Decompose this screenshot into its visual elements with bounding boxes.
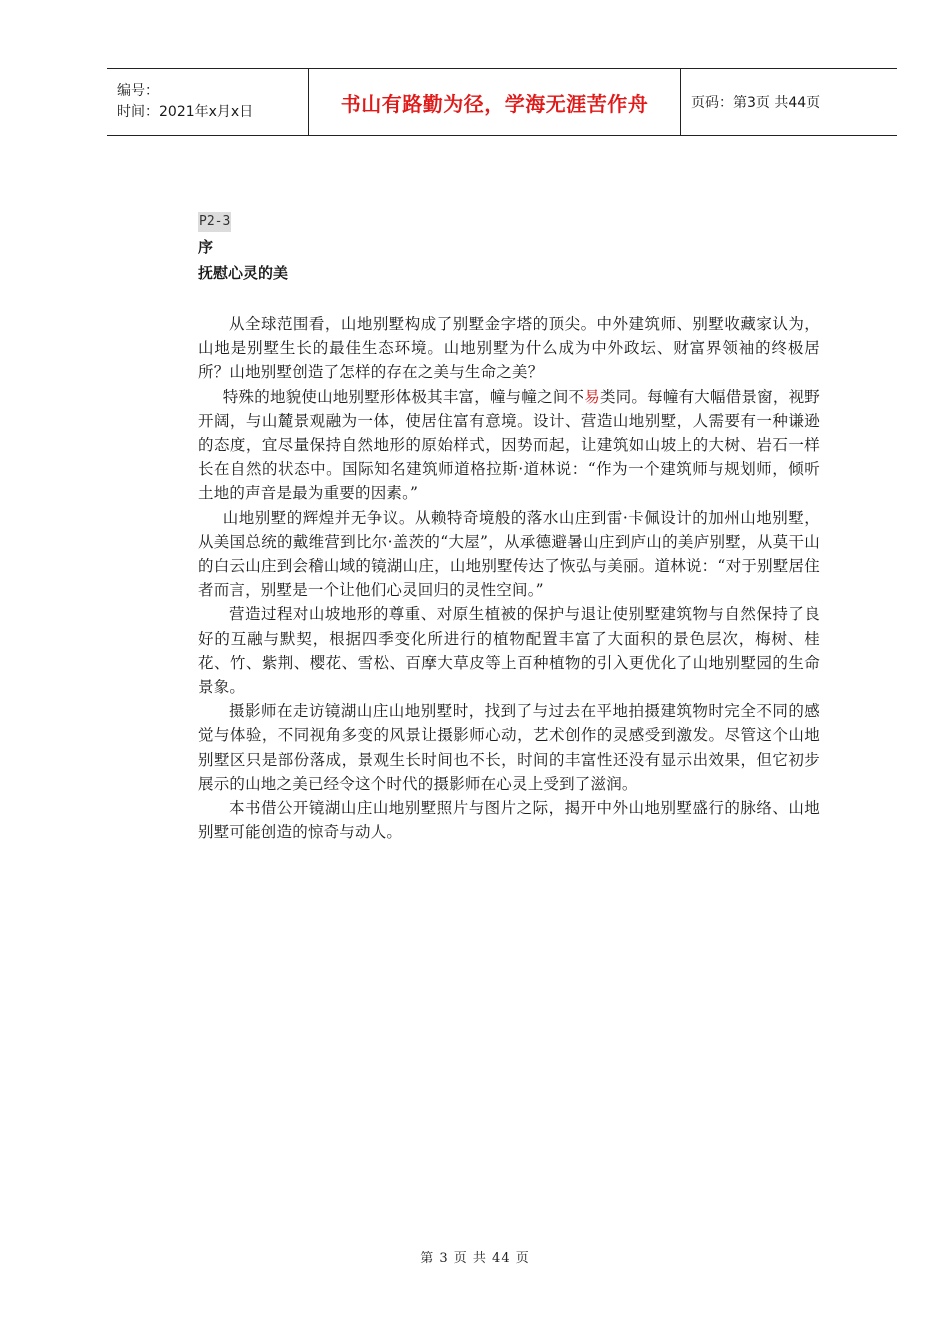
page-footer: 第 3 页 共 44 页 xyxy=(420,1251,530,1266)
page-info: 页码：第3页 共44页 xyxy=(691,95,821,111)
motto: 书山有路勤为径，学海无涯苦作舟 xyxy=(340,91,649,116)
paragraph-6: 本书借公开镜湖山庄山地别墅照片与图片之际，揭开中外山地别墅盛行的脉络、山地别墅可能创造的惊奇与动人。 xyxy=(198,799,820,842)
paragraph-4: 营造过程对山坡地形的尊重、对原生植被的保护与退让使别墅建筑物与自然保持了良好的互融与默契，根据四季变化所进行的植物配置丰富了大面积的景色层次，梅树、桂花、竹、紫荆、樱花、雪松、百摩大草皮等上百种植物的引入更优化了山地别墅园的生命景象。 xyxy=(198,605,820,697)
paragraph-5: 摄影师在走访镜湖山庄山地别墅时，找到了与过去在平地拍摄建筑物时完全不同的感觉与体验，不同视角多变的风景让摄影师心动，艺术创作的灵感受到激发。尽管这个山地别墅区只是部份落成，景观生长时间也不长，时间的丰富性还没有显示出效果，但它初步展示的山地之美已经令这个时代的摄影师在心灵上受到了滋润。 xyxy=(198,702,820,793)
paragraph-2 xyxy=(198,385,820,506)
time-label: 时间：2021年x月x日 xyxy=(117,104,254,120)
document-body xyxy=(198,210,820,844)
article-title: 抚慰心灵的美 xyxy=(198,264,289,282)
page-header xyxy=(107,68,897,136)
paragraph-2-part-1: 特殊的地貌使山地别墅形体极其丰富，幢与幢之间不 xyxy=(222,387,585,406)
paragraph-2-part-2: 类同。每幢有大幅借景窗，视野开阔，与山麓景观融为一体，使居住富有意境。设计、营造山地别墅，人需要有一种谦逊的态度，宜尽量保持自然地形的原始样式，因势而起，让建筑如山坡上的大树、岩石一样长在自然的状态中。国际知名建筑师道格拉斯·道林说：“作为一个建筑师与规划师，倾听土地的声音是最为重要的因素。” xyxy=(198,387,820,503)
number-label: 编号： xyxy=(117,83,159,99)
header-meta xyxy=(107,69,308,135)
paragraph-3: 山地别墅的辉煌并无争议。从赖特奇境般的落水山庄到雷·卡佩设计的加州山地别墅，从美国总统的戴维营到比尔·盖茨的“大屋”，从承德避暑山庄到庐山的美庐别墅，从莫干山的白云山庄到会稽山域的镜湖山庄，山地别墅传达了恢弘与美丽。道林说：“对于别墅居住者而言，别墅是一个让他们心灵回归的灵性空间。” xyxy=(198,508,820,600)
highlighted-character: 易 xyxy=(584,387,600,406)
paragraph-1: 从全球范围看，山地别墅构成了别墅金字塔的顶尖。中外建筑师、别墅收藏家认为，山地是别墅生长的最佳生态环境。山地别墅为什么成为中外政坛、财富界领袖的终极居所？山地别墅创造了怎样的存在之美与生命之美？ xyxy=(198,315,820,382)
section-code: P2-3 xyxy=(198,212,231,232)
section-title: 序 xyxy=(198,238,214,256)
header-motto-cell xyxy=(308,69,681,135)
header-page-info xyxy=(681,69,897,135)
